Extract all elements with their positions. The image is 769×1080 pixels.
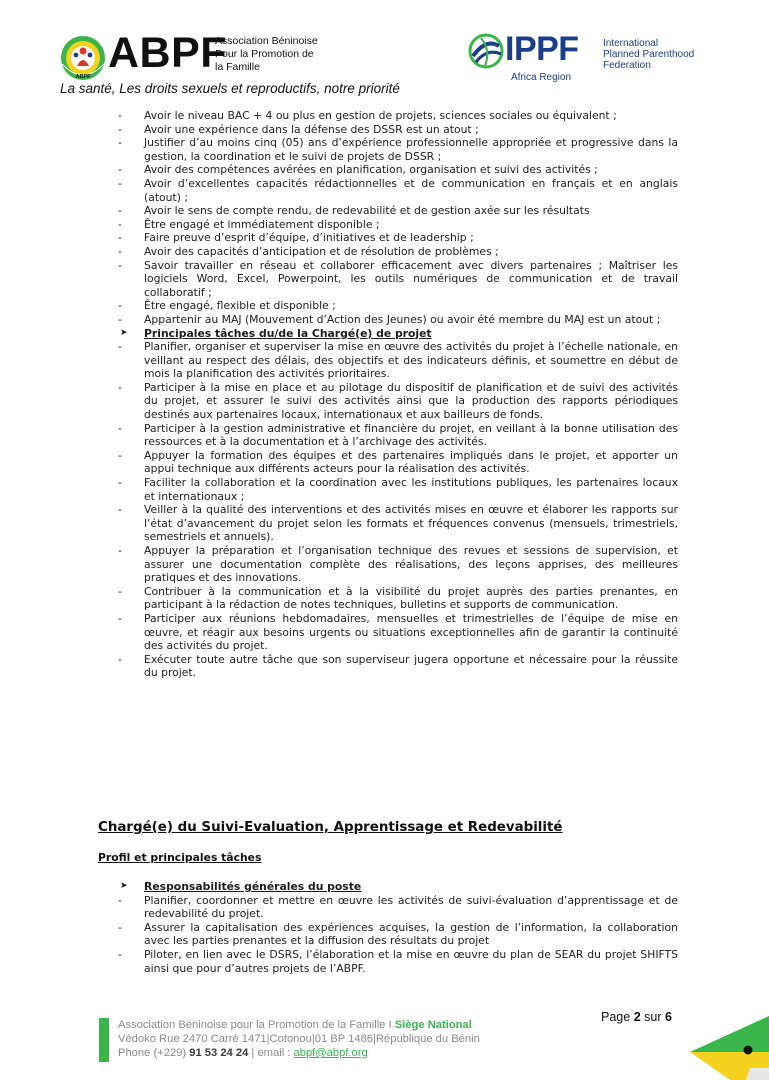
job-description-part-2 <box>116 880 678 975</box>
dash-bullet: - <box>118 244 122 258</box>
list-item-text: Appuyer la préparation et l’organisation technique des revues et sessions de supervision, et assurer une documentation complète des réalisations, des leçons apprises, des meilleures pratiques et des innovations. <box>144 544 678 585</box>
ippf-name-line: Planned Parenthood <box>603 49 695 60</box>
footer-line-3 <box>118 1046 480 1060</box>
list-item <box>116 204 678 218</box>
list-item-text: Faciliter la collaboration et la coordination avec les institutions publiques, les partenaires locaux et internationaux ; <box>144 476 678 503</box>
footer-decoration <box>690 1012 769 1080</box>
list-item-text: Participer à la gestion administrative et financière du projet, en veillant à la bonne utilisation des ressources et à la documentation et à l’archivage des activités. <box>144 421 678 449</box>
profile-label: Profil et principales tâches <box>98 851 262 864</box>
list-item-text: Contribuer à la communication et à la visibilité du projet auprès des parties prenantes, en participant à la rédaction de notes techniques, bulletins et supports de communication. <box>144 584 678 612</box>
page-footer <box>118 1018 480 1060</box>
footer-email-label: | email : <box>248 1047 294 1059</box>
dash-bullet: - <box>118 920 122 934</box>
ippf-wordmark: IPPF <box>505 30 579 68</box>
list-item <box>116 381 678 422</box>
section-title: Chargé(e) du Suivi-Evaluation, Apprentissage et Redevabilité <box>98 820 563 835</box>
ippf-full-name <box>603 38 694 71</box>
list-item <box>116 231 678 245</box>
list-item <box>116 544 678 585</box>
footer-line-1 <box>118 1018 480 1032</box>
list-item <box>116 503 678 544</box>
list-item <box>116 921 678 948</box>
list-item <box>116 259 678 300</box>
list-item <box>116 177 678 204</box>
list-item <box>116 340 678 381</box>
list-item <box>116 653 678 680</box>
list-item-text: Planifier, coordonner et mettre en œuvre les activités de suivi-évaluation d’apprentissage et de redevabilité du projet. <box>144 893 678 921</box>
list-item <box>116 422 678 449</box>
dash-bullet: - <box>118 421 122 435</box>
list-item <box>116 449 678 476</box>
arrow-bullet-icon: ➤ <box>120 881 128 891</box>
footer-sep: I <box>385 1019 395 1031</box>
dash-bullet: - <box>118 204 122 218</box>
list-item-text: Participer à la mise en place et au pilotage du dispositif de planification et de suivi des activités du projet, et assurer le suivi des activités ainsi que la production des rapports périodiques destinés aux partenaires locaux, internationaux et aux bailleurs de fonds. <box>144 380 678 422</box>
abpf-seal-text: ABPF <box>75 74 91 80</box>
list-item-text: Avoir des capacités d’anticipation et de résolution de problèmes ; <box>144 244 499 258</box>
dash-bullet: - <box>118 217 122 231</box>
responsibilities-heading <box>116 880 678 894</box>
dash-bullet: - <box>118 380 122 394</box>
list-item <box>116 163 678 177</box>
footer-email-link[interactable]: abpf@abpf.org <box>293 1047 368 1059</box>
dash-bullet: - <box>118 176 122 190</box>
list-item-text: Appuyer la formation des équipes et des partenaires impliqués dans le projet, et apporter un appui technique aux différents acteurs pour la réalisation des activités. <box>144 448 678 476</box>
list-item-text: Avoir des compétences avérées en planification, organisation et suivi des activités ; <box>144 163 598 177</box>
dash-bullet: - <box>118 312 122 326</box>
list-item <box>116 585 678 612</box>
dash-bullet: - <box>118 611 122 625</box>
ippf-region: Africa Region <box>511 72 572 83</box>
dash-bullet: - <box>118 258 122 272</box>
dash-bullet: - <box>118 652 122 666</box>
list-item <box>116 476 678 503</box>
list-item <box>116 299 678 313</box>
list-item <box>116 123 678 137</box>
list-item-text: Planifier, organiser et superviser la mise en œuvre des activités du projet à l’échelle nationale, en veillant au respect des délais, des objectifs et des indicateurs définis, et soumettre en début de mois la planification des activités prioritaires. <box>144 340 678 381</box>
list-item <box>116 245 678 259</box>
dash-bullet: - <box>118 584 122 598</box>
list-item-text: Piloter, en lien avec le DSRS, l’élaboration et la mise en œuvre du plan de SEAR du projet SHIFTS ainsi que pour d’autres projets de l’ABPF. <box>144 947 678 975</box>
dash-bullet: - <box>118 947 122 961</box>
abpf-name-line: Association Béninoise <box>215 35 318 47</box>
list-item <box>116 948 678 975</box>
tasks-heading <box>116 327 678 341</box>
list-item-text: Être engagé et immédiatement disponible ; <box>144 217 380 231</box>
abpf-name-line: la Famille <box>215 61 260 73</box>
list-item-text: Justifier d’au moins cinq (05) ans d’expérience professionnelle appropriée et progressive dans la gestion, la coordination et le suivi de projets de DSSR ; <box>144 136 678 163</box>
page-label: Page <box>601 1010 631 1024</box>
footer-office: Siège National <box>394 1019 472 1031</box>
ippf-name-line: Federation <box>603 60 651 71</box>
dash-bullet: - <box>118 122 122 136</box>
list-item-text: Avoir le sens de compte rendu, de redevabilité et de gestion axée sur les résultats <box>144 204 590 218</box>
dash-bullet: - <box>118 476 122 490</box>
dash-bullet: - <box>118 109 122 122</box>
abpf-full-name <box>215 35 318 74</box>
footer-org: Association Béninoise pour la Promotion de la Famille <box>118 1019 386 1031</box>
list-item-text: Être engagé, flexible et disponible ; <box>144 299 336 313</box>
page-number <box>601 1010 672 1024</box>
dash-bullet: - <box>118 136 122 150</box>
tasks-heading-text: Principales tâches du/de la Chargé(e) de projet <box>144 326 432 340</box>
page-sep: sur <box>644 1010 662 1024</box>
list-item-text: Participer aux réunions hebdomadaires, mensuelles et trimestrielles de l’équipe de mise en œuvre, et réagir aux besoins urgents ou situations exceptionnelles afin de garantir la continuité des activités du projet. <box>144 611 678 653</box>
list-item-text: Avoir d’excellentes capacités rédactionnelles et de communication en français et en anglais (atout) ; <box>144 176 678 204</box>
dash-bullet: - <box>118 503 122 517</box>
dash-bullet: - <box>118 340 122 354</box>
arrow-bullet-icon: ➤ <box>120 327 128 338</box>
list-item-text: Savoir travailler en réseau et collaborer efficacement avec divers partenaires ; Maîtriser les logiciels Word, Excel, Powerpoint, les outils numériques de communication et de travail collaboratif ; <box>144 258 678 299</box>
list-item <box>116 894 678 921</box>
list-item-text: Avoir une expérience dans la défense des DSSR est un atout ; <box>144 122 479 136</box>
list-item <box>116 313 678 327</box>
tagline: La santé, Les droits sexuels et reproductifs, notre priorité <box>60 81 400 96</box>
profile-list <box>116 109 678 327</box>
list-item-text: Faire preuve d’esprit d’équipe, d’initiatives et de leadership ; <box>144 231 474 245</box>
list-item-text: Exécuter toute autre tâche que son superviseur jugera opportune et nécessaire pour la réussite du projet. <box>144 652 678 680</box>
list-item-text: Assurer la capitalisation des expériences acquises, la gestion de l’information, la collaboration avec les parties prenantes et la diffusion des résultats du projet <box>144 920 678 948</box>
page-current: 2 <box>633 1010 641 1024</box>
dash-bullet: - <box>118 299 122 313</box>
list-item <box>116 218 678 232</box>
ippf-globe-logo <box>467 32 505 70</box>
list-item <box>116 612 678 653</box>
abpf-name-line: Pour la Promotion de <box>215 48 314 60</box>
tasks-list <box>116 340 678 680</box>
job-description-part-1 <box>116 109 678 680</box>
dash-bullet: - <box>118 163 122 177</box>
footer-accent-bar <box>99 1018 109 1062</box>
abpf-seal-logo <box>58 34 108 82</box>
list-item-text: Avoir le niveau BAC + 4 ou plus en gestion de projets, sciences sociales ou équivalent ; <box>144 109 617 122</box>
list-item-text: Appartenir au MAJ (Mouvement d’Action des Jeunes) ou avoir été membre du MAJ est un atout ; <box>144 312 661 326</box>
footer-phone-label: Phone (+229) <box>118 1047 190 1059</box>
page-header <box>0 0 769 110</box>
page-total: 6 <box>664 1010 672 1024</box>
list-item <box>116 109 678 123</box>
list-item <box>116 136 678 163</box>
responsibilities-heading-text: Responsabilités générales du poste <box>144 880 362 893</box>
footer-phone: 91 53 24 24 <box>189 1047 249 1059</box>
dash-bullet: - <box>118 448 122 462</box>
dash-bullet: - <box>118 544 122 557</box>
footer-address: Védoko Rue 2470 Carré 1471|Cotonou|01 BP 1486|République du Bénin <box>118 1033 480 1045</box>
dash-bullet: - <box>118 231 122 245</box>
list-item-text: Veiller à la qualité des interventions et des activités mises en œuvre et élaborer les rapports sur l’état d’avancement du projet selon les formats et fréquences convenus (mensuels, trimestriels, semestriels et annuels). <box>144 503 678 544</box>
dash-bullet: - <box>118 893 122 907</box>
ippf-name-line: International <box>603 38 659 49</box>
abpf-wordmark: ABPF <box>108 29 228 77</box>
